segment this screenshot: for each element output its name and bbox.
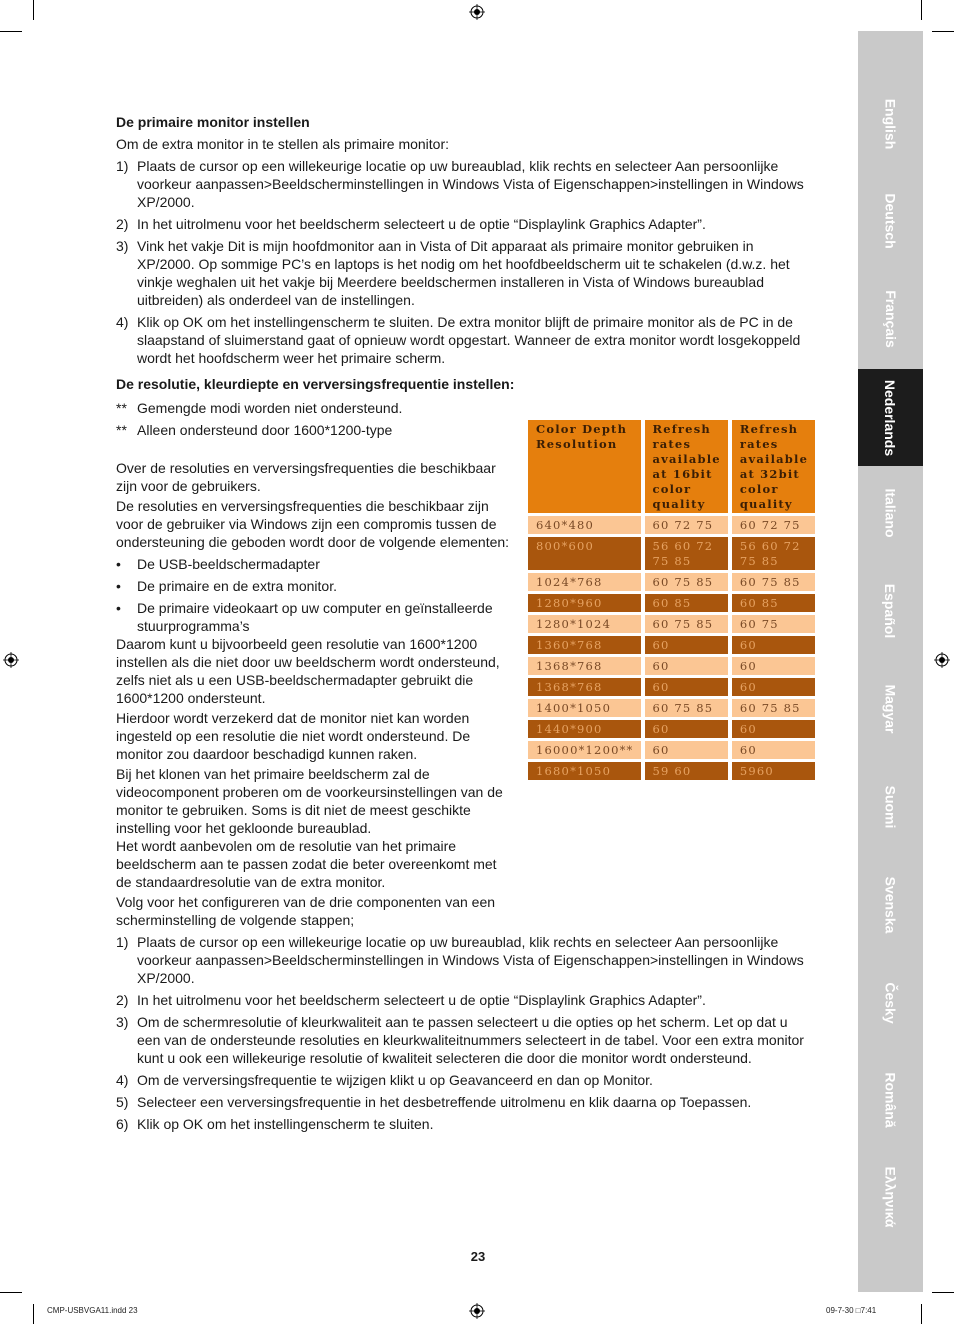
- resolution-cell: 1440*900: [528, 720, 641, 738]
- note-item: [116, 421, 510, 439]
- registration-mark-icon: [469, 1303, 485, 1319]
- body-paragraph: Volg voor het configureren van de drie componenten van een scherminstelling de volgende stappen;: [116, 894, 496, 928]
- bullet-text: De primaire en de extra monitor.: [137, 578, 337, 594]
- column-header-resolution: Color Depth Resolution: [528, 420, 641, 513]
- table-row: [528, 762, 815, 780]
- rate32-cell: 60: [732, 657, 815, 675]
- item-number: 3): [116, 1014, 129, 1030]
- tab-label: Česky: [882, 982, 899, 1024]
- resolution-cell: 1280*960: [528, 594, 641, 612]
- column-header-32bit: Refresh rates available at 32bit color quality: [732, 420, 815, 513]
- resolution-cell: 1368*768: [528, 678, 641, 696]
- item-text: Om de schermresolutie of kleurkwaliteit aan te passen selecteert u die opties op het scherm. Let op dat u een van de ondersteunde resoluties en kleurkwaliteitnummers selecteert in de tabel. Voor een extra monitor kunt u ook een willekeurige resolutie of kwaliteit selecteren die door die monitor wordt ondersteund.: [137, 1014, 804, 1066]
- table-row: [528, 678, 815, 696]
- note-text: Alleen ondersteund door 1600*1200-type: [137, 422, 393, 438]
- column-header-16bit: Refresh rates available at 16bit color quality: [645, 420, 728, 513]
- resolution-cell: 1280*1024: [528, 615, 641, 633]
- list-item: [116, 933, 806, 987]
- rate32-cell: 60: [732, 636, 815, 654]
- tab-suomi[interactable]: [858, 762, 923, 852]
- tab-label: Suomi: [882, 785, 899, 829]
- list-item: [116, 215, 806, 233]
- footer-timestamp: 09-7-30 □7:41: [826, 1306, 877, 1315]
- item-number: 1): [116, 934, 129, 950]
- rate32-cell: 60 75 85: [732, 699, 815, 717]
- note-mark: **: [116, 400, 127, 416]
- registration-mark-icon: [469, 4, 485, 20]
- resolution-cell: 1024*768: [528, 573, 641, 591]
- item-text: Om de verversingsfrequentie te wijzigen klikt u op Geavanceerd en dan op Monitor.: [137, 1072, 653, 1088]
- resolution-cell: 1360*768: [528, 636, 641, 654]
- refresh-rate-table: [524, 417, 819, 783]
- rate16-cell: 60 85: [645, 594, 728, 612]
- item-number: 5): [116, 1094, 129, 1110]
- table-row: [528, 573, 815, 591]
- tab-label: Français: [882, 290, 899, 348]
- tab-label: Nederlands: [882, 379, 899, 456]
- item-number: 6): [116, 1116, 129, 1132]
- item-number: 3): [116, 238, 129, 254]
- language-tab-bar: [858, 31, 923, 1292]
- rate16-cell: 59 60: [645, 762, 728, 780]
- tab-label: Română: [882, 1072, 899, 1128]
- list-item: [116, 1093, 806, 1111]
- item-text: In het uitrolmenu voor het beeldscherm selecteert u de optie “Displaylink Graphics Adapter”.: [137, 216, 706, 232]
- section-heading: De primaire monitor instellen: [116, 114, 310, 130]
- item-number: 4): [116, 1072, 129, 1088]
- item-number: 2): [116, 992, 129, 1008]
- table-row: [528, 699, 815, 717]
- rate32-cell: 60: [732, 720, 815, 738]
- note-mark: **: [116, 422, 127, 438]
- rate32-cell: 60 85: [732, 594, 815, 612]
- body-paragraph: Bij het klonen van het primaire beeldscherm zal de videocomponent proberen om de voorkeursinstellingen van de monitor te gebruiken. Soms is dit niet de meest geschikte instelling voor het gekloonde bureaublad.: [116, 766, 503, 836]
- bullet-mark: •: [116, 578, 121, 594]
- list-item: [116, 1071, 806, 1089]
- body-paragraph: Over de resoluties en verversingsfrequenties die beschikbaar zijn voor de gebruikers.: [116, 460, 496, 494]
- rate32-cell: 60 75: [732, 615, 815, 633]
- crop-mark: [0, 31, 22, 32]
- tab-francais[interactable]: [858, 274, 923, 364]
- bullet-text: De primaire videokaart op uw computer en geïnstalleerde stuurprogramma’s: [137, 600, 493, 634]
- item-text: In het uitrolmenu voor het beeldscherm selecteert u de optie “Displaylink Graphics Adapter”.: [137, 992, 706, 1008]
- bullet-mark: •: [116, 556, 121, 572]
- item-text: Vink het vakje Dit is mijn hoofdmonitor aan in Vista of Dit apparaat als primaire monitor gebruiken in XP/2000. Op sommige PC’s en laptops is het nodig om het hoofdbeeldscherm uit te schakelen (d.w.z. het vinkje weghalen uit het vakje bij Meerdere beeldschermen installeren in Vista of Windows bureaublad uitbreiden) als onderdeel van de instellingen.: [137, 238, 790, 308]
- rate32-cell: 60 72 75: [732, 516, 815, 534]
- tab-label: Italiano: [882, 488, 899, 538]
- steps-list-primary: [116, 157, 806, 367]
- tab-label: Deutsch: [882, 193, 899, 249]
- rate32-cell: 60: [732, 678, 815, 696]
- item-text: Klik op OK om het instellingenscherm te sluiten.: [137, 1116, 434, 1132]
- list-item: [116, 313, 806, 367]
- tab-label: English: [882, 98, 899, 150]
- list-item: [116, 157, 806, 211]
- registration-mark-icon: [934, 652, 950, 668]
- tab-english[interactable]: [858, 79, 923, 169]
- resolution-cell: 1368*768: [528, 657, 641, 675]
- bullet-item: [116, 577, 510, 595]
- item-number: 2): [116, 216, 129, 232]
- table-row: [528, 636, 815, 654]
- table-row: [528, 720, 815, 738]
- rate32-cell: 60: [732, 741, 815, 759]
- rate16-cell: 60: [645, 720, 728, 738]
- table-row: [528, 657, 815, 675]
- steps-list-configure: [116, 933, 806, 1133]
- item-text: Plaats de cursor op een willekeurige locatie op uw bureaublad, klik rechts en selecteer Aan persoonlijke voorkeur aanpassen>Beeldscherminstellingen in Windows Vista of Eigenschappen>instellingen in Windows XP/2000.: [137, 158, 804, 210]
- rate32-cell: 56 60 72 75 85: [732, 537, 815, 570]
- note-text: Gemengde modi worden niet ondersteund.: [137, 400, 403, 416]
- crop-mark: [0, 1292, 22, 1293]
- bullet-mark: •: [116, 600, 121, 616]
- table-row: [528, 594, 815, 612]
- resolution-cell: 1400*1050: [528, 699, 641, 717]
- bullet-text: De USB-beeldschermadapter: [137, 556, 320, 572]
- tab-ellinika[interactable]: [858, 1152, 923, 1242]
- section-heading: De resolutie, kleurdiepte en verversingsfrequentie instellen:: [116, 376, 515, 392]
- crop-mark: [932, 1292, 954, 1293]
- table-row: [528, 516, 815, 534]
- body-paragraph: Daarom kunt u bijvoorbeeld geen resolutie van 1600*1200 instellen als die niet door uw beeldscherm wordt ondersteund, zelfs niet als u een USB-beeldschermadapter gebruikt die 1600*1200 ondersteunt.: [116, 636, 500, 706]
- tab-svenska[interactable]: [858, 860, 923, 950]
- item-text: Selecteer een verversingsfrequentie in het desbetreffende uitrolmenu en klik daarna op Toepassen.: [137, 1094, 752, 1110]
- rate16-cell: 60: [645, 678, 728, 696]
- rate16-cell: 56 60 72 75 85: [645, 537, 728, 570]
- tab-italiano[interactable]: [858, 468, 923, 558]
- rate16-cell: 60: [645, 657, 728, 675]
- resolution-cell: 16000*1200**: [528, 741, 641, 759]
- left-column: [116, 399, 510, 929]
- resolution-cell: 1680*1050: [528, 762, 641, 780]
- tab-label: Magyar: [882, 684, 899, 734]
- rate16-cell: 60 72 75: [645, 516, 728, 534]
- item-number: 4): [116, 314, 129, 330]
- list-item: [116, 991, 806, 1009]
- rate32-cell: 5960: [732, 762, 815, 780]
- tab-label: Ελληνικά: [882, 1166, 899, 1228]
- crop-mark: [921, 0, 922, 20]
- rate32-cell: 60 75 85: [732, 573, 815, 591]
- rate16-cell: 60: [645, 741, 728, 759]
- footer-file-label: CMP-USBVGA11.indd 23: [47, 1306, 138, 1315]
- list-item: [116, 1115, 806, 1133]
- table-row: [528, 741, 815, 759]
- intro-paragraph: Om de extra monitor in te stellen als primaire monitor:: [116, 136, 450, 152]
- tab-espanol[interactable]: [858, 566, 923, 656]
- bullet-item: [116, 599, 510, 635]
- tab-cesky[interactable]: [858, 958, 923, 1048]
- tab-label: Español: [882, 583, 899, 639]
- item-text: Plaats de cursor op een willekeurige locatie op uw bureaublad, klik rechts en selecteer Aan persoonlijke voorkeur aanpassen>Beeldscherminstellingen in Windows Vista of Eigenschappen>instellingen in Windows XP/2000.: [137, 934, 804, 986]
- note-item: [116, 399, 510, 417]
- registration-mark-icon: [3, 652, 19, 668]
- table-header-row: [528, 420, 815, 513]
- rate16-cell: 60: [645, 636, 728, 654]
- crop-mark: [921, 1304, 922, 1324]
- tab-nederlands[interactable]: [858, 369, 923, 466]
- item-text: Klik op OK om het instellingenscherm te sluiten. De extra monitor blijft de primaire monitor als de PC in de slaapstand of sluimerstand gaat of opnieuw wordt opgestart. Wanneer de extra monitor wordt losgekoppeld wordt het hoofdscherm weer het primaire scherm.: [137, 314, 801, 366]
- crop-mark: [33, 1304, 34, 1324]
- tab-deutsch[interactable]: [858, 176, 923, 266]
- crop-mark: [33, 0, 34, 20]
- rate16-cell: 60 75 85: [645, 615, 728, 633]
- tab-label: Svenska: [882, 876, 899, 934]
- body-paragraph: Hierdoor wordt verzekerd dat de monitor niet kan worden ingesteld op een resolutie die niet wordt ondersteund. De monitor zou daardoor beschadigd kunnen raken.: [116, 710, 471, 762]
- table-row: [528, 615, 815, 633]
- resolution-cell: 800*600: [528, 537, 641, 570]
- rate16-cell: 60 75 85: [645, 699, 728, 717]
- crop-mark: [932, 31, 954, 32]
- table-row: [528, 537, 815, 570]
- body-paragraph: De resoluties en verversingsfrequenties die beschikbaar zijn voor de gebruiker via Windows zijn een compromis tussen de ondersteuning die geboden wordt door de volgende elementen:: [116, 498, 510, 550]
- body-paragraph: Het wordt aanbevolen om de resolutie van het primaire beeldscherm aan te passen zodat die beter overeenkomt met de standaardresolutie van de extra monitor.: [116, 838, 497, 890]
- resolution-cell: 640*480: [528, 516, 641, 534]
- list-item: [116, 1013, 806, 1067]
- bullet-item: [116, 555, 510, 573]
- rate16-cell: 60 75 85: [645, 573, 728, 591]
- tab-romana[interactable]: [858, 1055, 923, 1145]
- list-item: [116, 237, 806, 309]
- page-number: 23: [470, 1249, 486, 1264]
- item-number: 1): [116, 158, 129, 174]
- tab-magyar[interactable]: [858, 664, 923, 754]
